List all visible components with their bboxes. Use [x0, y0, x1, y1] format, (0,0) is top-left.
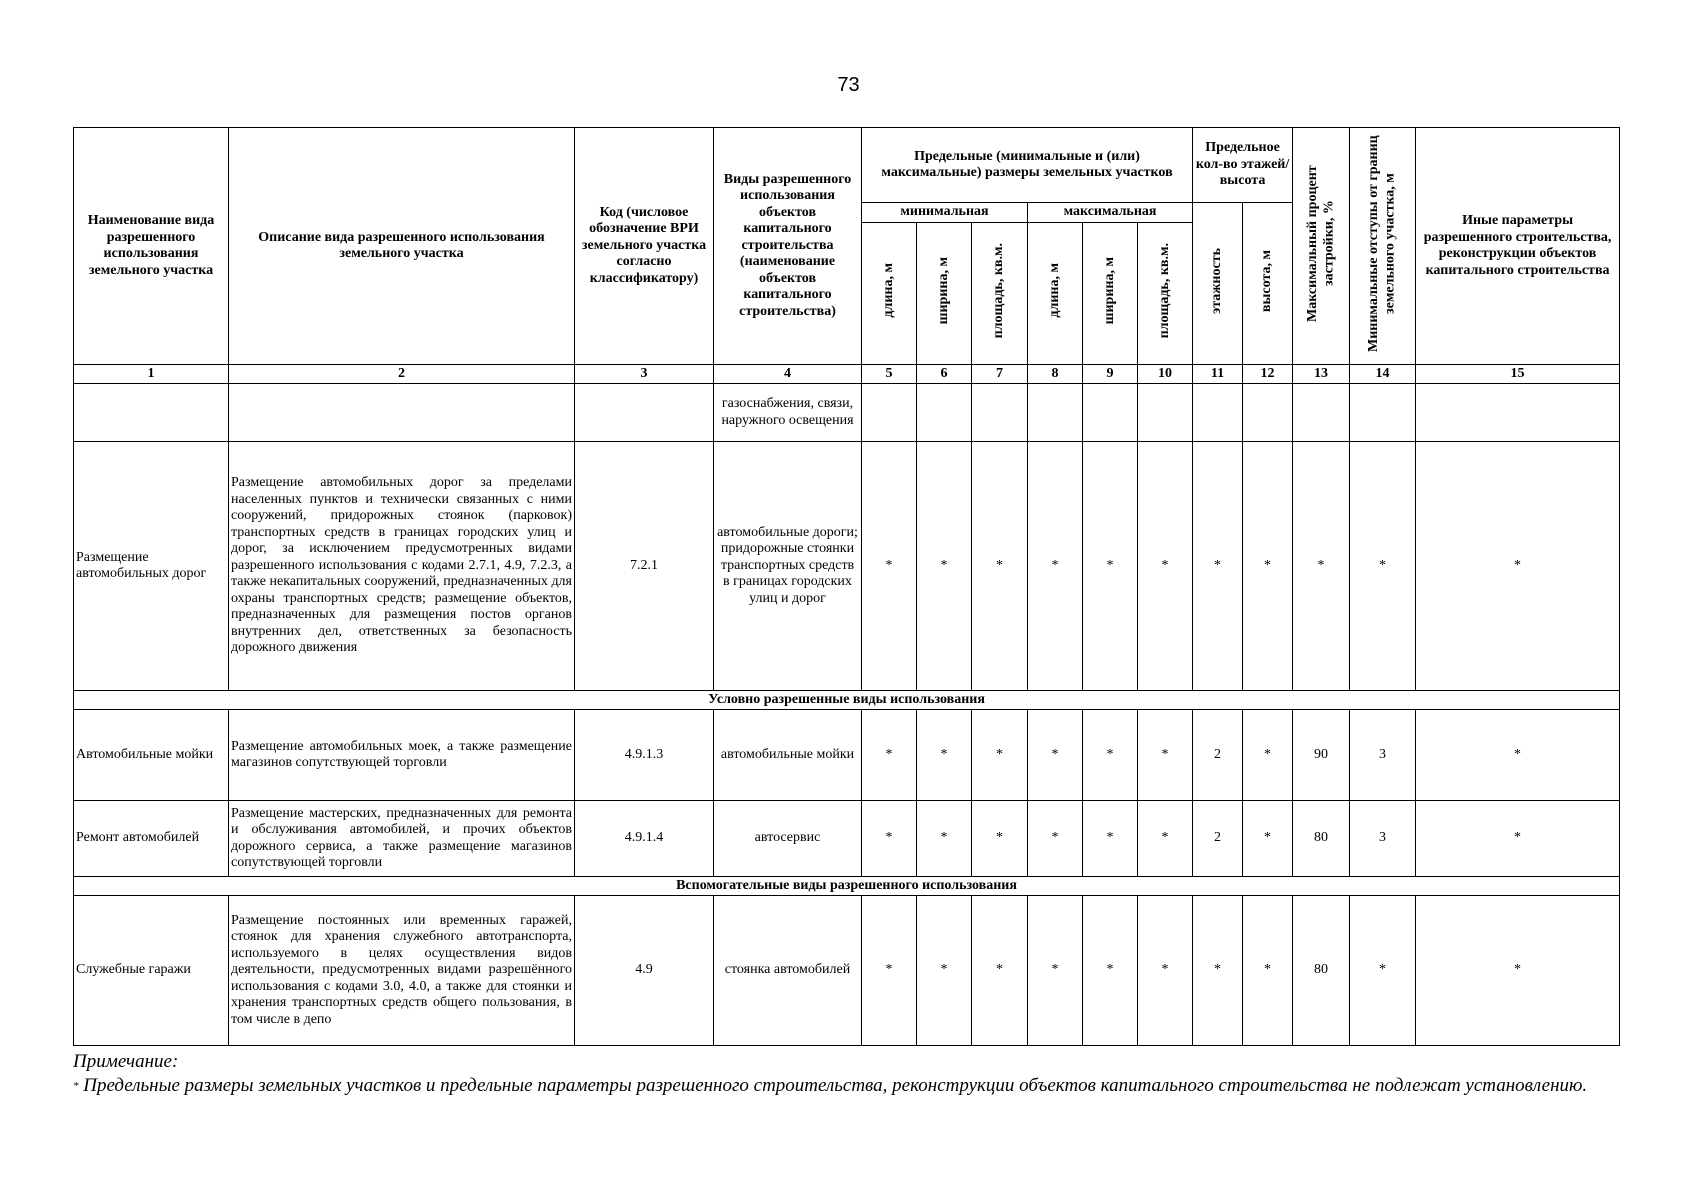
header-col5: длина, м — [862, 223, 917, 365]
cell-value: 80 — [1293, 896, 1350, 1046]
col-number: 14 — [1350, 365, 1416, 384]
cell-objects: автомобильные дороги; придорожные стоянки транспортных средств в границах городских улиц и дорог — [714, 442, 862, 691]
cell-value: * — [1243, 896, 1293, 1046]
cell-empty — [1083, 384, 1138, 442]
cell-value: * — [972, 801, 1028, 877]
cell-objects: газоснабжения, связи, наружного освещения — [714, 384, 862, 442]
header-group-max: максимальная — [1028, 203, 1193, 223]
section-row-auxiliary — [74, 877, 1620, 896]
footnote-text — [73, 1074, 1623, 1098]
page-number: 73 — [837, 74, 860, 96]
cell-empty — [1416, 384, 1620, 442]
cell-value: * — [1138, 442, 1193, 691]
cell-value: * — [862, 801, 917, 877]
cell-empty — [1138, 384, 1193, 442]
header-group-sizes: Предельные (минимальные и (или) максимальные) размеры земельных участков — [862, 128, 1193, 203]
cell-name: Размещение автомобильных дорог — [74, 442, 229, 691]
col-number: 11 — [1193, 365, 1243, 384]
cell-value: 80 — [1293, 801, 1350, 877]
table-row — [74, 801, 1620, 877]
header-col7: площадь, кв.м. — [972, 223, 1028, 365]
cell-code: 4.9.1.4 — [575, 801, 714, 877]
col-number: 5 — [862, 365, 917, 384]
header-group-min: минимальная — [862, 203, 1028, 223]
cell-value: * — [972, 710, 1028, 801]
footnote-mark: * — [73, 1080, 79, 1092]
section-title: Вспомогательные виды разрешенного использования — [74, 877, 1620, 896]
header-col13: Максимальный процент застройки, % — [1293, 128, 1350, 365]
cell-value: * — [862, 442, 917, 691]
cell-empty — [575, 384, 714, 442]
cell-code: 4.9.1.3 — [575, 710, 714, 801]
cell-code: 7.2.1 — [575, 442, 714, 691]
cell-value: * — [917, 710, 972, 801]
cell-value: * — [1028, 442, 1083, 691]
cell-empty — [229, 384, 575, 442]
header-group-floors: Предельное кол-во этажей/ высота — [1193, 128, 1293, 203]
header-col2: Описание вида разрешенного использования земельного участка — [229, 128, 575, 365]
cell-value: * — [1083, 896, 1138, 1046]
cell-value: * — [1243, 442, 1293, 691]
cell-value: * — [917, 442, 972, 691]
header-col11: этажность — [1193, 203, 1243, 365]
cell-value: * — [1243, 801, 1293, 877]
cell-value: * — [1083, 801, 1138, 877]
cell-value: * — [1293, 442, 1350, 691]
footnote-body: Предельные размеры земельных участков и предельные параметры разрешенного строительства, реконструкции объектов капитального строительства не подлежат установлению. — [78, 1075, 1588, 1096]
cell-empty — [1243, 384, 1293, 442]
cell-description: Размещение мастерских, предназначенных для ремонта и обслуживания автомобилей, и прочих объектов дорожного сервиса, а также размещение магазинов сопутствующей торговли — [229, 801, 575, 877]
header-col10: площадь, кв.м. — [1138, 223, 1193, 365]
col-number: 9 — [1083, 365, 1138, 384]
cell-value: * — [1416, 801, 1620, 877]
cell-value: * — [1028, 896, 1083, 1046]
cell-value: * — [1350, 442, 1416, 691]
cell-description: Размещение автомобильных дорог за пределами населенных пунктов и технически связанных с ними сооружений, придорожных стоянок (парковок) транспортных средств в границах городских улиц и дорог, за исключением предусмотренных видами разрешенного использования с кодами 2.7.1, 4.9, 7.2.3, а также некапитальных сооружений, предназначенных для охраны транспортных средств; размещение объектов, предназначенных для размещения постов органов внутренних дел, ответственных за безопасность дорожного движения — [229, 442, 575, 691]
header-col12: высота, м — [1243, 203, 1293, 365]
cell-value: * — [1028, 801, 1083, 877]
table-row — [74, 442, 1620, 691]
cell-value: * — [862, 710, 917, 801]
cell-name: Ремонт автомобилей — [74, 801, 229, 877]
header-col6: ширина, м — [917, 223, 972, 365]
col-number: 12 — [1243, 365, 1293, 384]
cell-description: Размещение постоянных или временных гаражей, стоянок для хранения служебного автотранспорта, используемого в целях осуществления видов деятельности, предусмотренных видами разрешённого использования с кодами 3.0, 4.0, а также для стоянки и хранения транспортных средств общего пользования, в том числе в депо — [229, 896, 575, 1046]
cell-objects: стоянка автомобилей — [714, 896, 862, 1046]
cell-value: 2 — [1193, 801, 1243, 877]
cell-value: * — [1138, 710, 1193, 801]
cell-value: * — [917, 801, 972, 877]
col-number: 3 — [575, 365, 714, 384]
cell-value: 3 — [1350, 710, 1416, 801]
cell-objects: автосервис — [714, 801, 862, 877]
col-number: 2 — [229, 365, 575, 384]
footnote-title: Примечание: — [73, 1051, 179, 1072]
cell-value: * — [1138, 896, 1193, 1046]
col-number: 6 — [917, 365, 972, 384]
cell-value: * — [1416, 442, 1620, 691]
cell-value: * — [1243, 710, 1293, 801]
cell-empty — [862, 384, 917, 442]
cell-objects: автомобильные мойки — [714, 710, 862, 801]
section-title: Условно разрешенные виды использования — [74, 691, 1620, 710]
header-col15: Иные параметры разрешенного строительства, реконструкции объектов капитального строительства — [1416, 128, 1620, 365]
cell-code: 4.9 — [575, 896, 714, 1046]
col-number: 13 — [1293, 365, 1350, 384]
cell-value: * — [917, 896, 972, 1046]
table-row — [74, 710, 1620, 801]
col-number: 15 — [1416, 365, 1620, 384]
cell-value: * — [1083, 442, 1138, 691]
header-col14: Минимальные отступы от границ земельного участка, м — [1350, 128, 1416, 365]
col-number: 4 — [714, 365, 862, 384]
cell-value: * — [1028, 710, 1083, 801]
cell-value: * — [1138, 801, 1193, 877]
cell-value: * — [862, 896, 917, 1046]
table-row — [74, 896, 1620, 1046]
col-number: 10 — [1138, 365, 1193, 384]
cell-value: * — [1416, 710, 1620, 801]
cell-value: 3 — [1350, 801, 1416, 877]
cell-value: 90 — [1293, 710, 1350, 801]
col-number: 7 — [972, 365, 1028, 384]
header-col8: длина, м — [1028, 223, 1083, 365]
column-number-row — [74, 365, 1620, 384]
cell-empty — [917, 384, 972, 442]
header-col1: Наименование вида разрешенного использования земельного участка — [74, 128, 229, 365]
cell-empty — [1193, 384, 1243, 442]
header-col9: ширина, м — [1083, 223, 1138, 365]
cell-empty — [1028, 384, 1083, 442]
col-number: 1 — [74, 365, 229, 384]
cell-value: * — [1193, 896, 1243, 1046]
table-row-continuation — [74, 384, 1620, 442]
cell-name: Служебные гаражи — [74, 896, 229, 1046]
cell-empty — [74, 384, 229, 442]
cell-value: * — [972, 442, 1028, 691]
cell-name: Автомобильные мойки — [74, 710, 229, 801]
cell-empty — [972, 384, 1028, 442]
cell-value: * — [972, 896, 1028, 1046]
cell-empty — [1293, 384, 1350, 442]
header-col3: Код (числовое обозначение ВРИ земельного участка согласно классификатору) — [575, 128, 714, 365]
section-row-conditional — [74, 691, 1620, 710]
cell-value: 2 — [1193, 710, 1243, 801]
col-number: 8 — [1028, 365, 1083, 384]
cell-value: * — [1416, 896, 1620, 1046]
cell-value: * — [1193, 442, 1243, 691]
footnote — [73, 1050, 1623, 1098]
cell-empty — [1350, 384, 1416, 442]
land-use-table — [73, 127, 1620, 1046]
header-col4: Виды разрешенного использования объектов капитального строительства (наименование объектов капитального строительства) — [714, 128, 862, 365]
cell-value: * — [1083, 710, 1138, 801]
cell-description: Размещение автомобильных моек, а также размещение магазинов сопутствующей торговли — [229, 710, 575, 801]
cell-value: * — [1350, 896, 1416, 1046]
